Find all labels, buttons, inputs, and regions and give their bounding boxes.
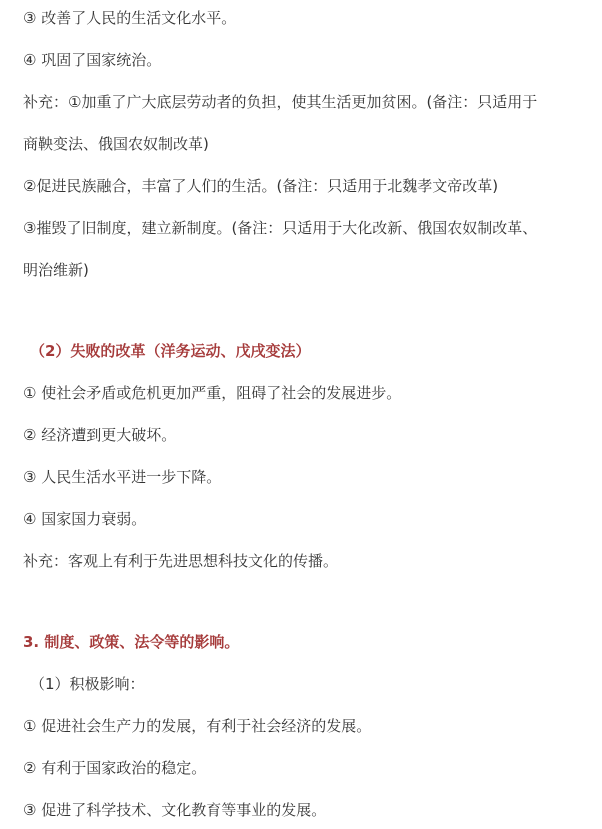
text-line: ③ 促进了科学技术、文化教育等事业的发展。 (23, 801, 327, 819)
section-heading: 3. 制度、政策、法令等的影响。 (23, 633, 240, 651)
subsection-heading: （1）积极影响： (30, 675, 145, 693)
text-line: ②促进民族融合，丰富了人们的生活。(备注：只适用于北魏孝文帝改革) (23, 177, 499, 195)
text-line: ② 有利于国家政治的稳定。 (23, 759, 207, 777)
text-line: ③ 改善了人民的生活文化水平。 (23, 9, 237, 27)
text-line: ④ 国家国力衰弱。 (23, 510, 147, 528)
text-line: ④ 巩固了国家统治。 (23, 51, 162, 69)
text-line: ③ 人民生活水平进一步下降。 (23, 468, 222, 486)
text-line: ① 使社会矛盾或危机更加严重，阻碍了社会的发展进步。 (23, 384, 402, 402)
text-line: ② 经济遭到更大破坏。 (23, 426, 177, 444)
text-line: 补充：客观上有利于先进思想科技文化的传播。 (23, 552, 339, 570)
text-line: ③摧毁了旧制度，建立新制度。(备注：只适用于大化改新、俄国农奴制改革、 (23, 219, 538, 237)
section-heading: （2）失败的改革（洋务运动、戊戌变法） (30, 342, 311, 360)
text-line: 商鞅变法、俄国农奴制改革) (23, 135, 209, 153)
text-line: 补充：①加重了广大底层劳动者的负担，使其生活更加贫困。(备注：只适用于 (23, 93, 538, 111)
text-line: ① 促进社会生产力的发展，有利于社会经济的发展。 (23, 717, 372, 735)
text-line: 明治维新) (23, 261, 89, 279)
